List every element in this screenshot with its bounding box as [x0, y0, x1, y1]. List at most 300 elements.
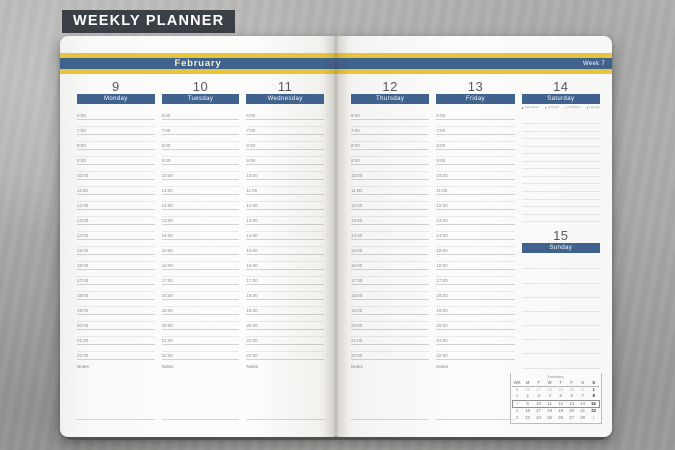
half-hour-line [436, 180, 514, 188]
hour-label: 12:00 [77, 202, 89, 208]
ruled-line [522, 340, 600, 354]
day-column-friday [436, 79, 514, 424]
left-page-columns [60, 74, 336, 420]
moon-phase-icon: ● [521, 106, 524, 110]
hour-label: 16:00 [246, 262, 258, 268]
half-hour-line [246, 300, 324, 308]
hour-label: 10:00 [161, 172, 173, 178]
hour-label: 19:00 [77, 307, 89, 313]
hour-label: 15:00 [246, 247, 258, 253]
hour-label: 20:00 [436, 322, 448, 328]
bottom-line [77, 419, 155, 420]
mini-calendar-week-number: 7 [512, 400, 522, 408]
mini-calendar-day-cell: 29 [558, 386, 564, 392]
ruled-line [522, 124, 600, 132]
hour-line [162, 172, 240, 180]
mini-calendar-day-cell: 6 [570, 393, 573, 399]
hour-line [246, 232, 324, 240]
mini-calendar-header-cell: S [577, 380, 588, 387]
hour-label: 9:00 [436, 157, 446, 163]
hour-label: 10:00 [351, 172, 363, 178]
mini-calendar-day-cell: 10 [533, 400, 544, 408]
mini-calendar-day-cell: 28 [580, 415, 586, 421]
half-hour-line [77, 315, 155, 323]
half-hour-line [77, 165, 155, 173]
hour-label: 15:00 [77, 247, 89, 253]
half-hour-line [162, 255, 240, 263]
half-hour-line [162, 330, 240, 338]
hour-label: 21:00 [436, 337, 448, 343]
month-label: February [174, 58, 222, 69]
hour-line [77, 112, 155, 120]
hour-line [436, 352, 514, 360]
week-band [336, 58, 612, 69]
half-hour-line [77, 240, 155, 248]
hour-label: 13:00 [77, 217, 89, 223]
hour-line [162, 247, 240, 255]
hour-line [162, 112, 240, 120]
hour-line [162, 127, 240, 135]
ruled-line [522, 132, 600, 140]
hour-line [162, 262, 240, 270]
half-hour-line [77, 225, 155, 233]
hour-line [436, 187, 514, 195]
mini-calendar-header-cell: F [566, 380, 577, 387]
mini-calendar-day-cell: 24 [536, 415, 542, 421]
half-hour-line [77, 270, 155, 278]
hour-line [77, 127, 155, 135]
hour-line [436, 127, 514, 135]
notes-label: Notes [436, 363, 449, 369]
half-hour-line [351, 120, 429, 128]
hour-label: 18:00 [436, 292, 448, 298]
half-hour-line [246, 345, 324, 353]
half-hour-line [351, 240, 429, 248]
hour-line [351, 322, 429, 330]
half-hour-line [436, 270, 514, 278]
ruled-line [522, 162, 600, 170]
hour-label: 22:00 [246, 352, 258, 358]
hour-label: 8:00 [351, 142, 360, 148]
hour-line [246, 292, 324, 300]
mini-calendar-day-cell: 19 [558, 408, 564, 414]
mini-calendar-week-number: 9 [515, 415, 519, 421]
hour-label: 8:00 [77, 142, 86, 148]
day-name-band: Tuesday [162, 94, 240, 104]
hour-label: 8:00 [436, 142, 446, 148]
hour-label: 20:00 [246, 322, 258, 328]
time-grid [246, 112, 324, 360]
notes-label: Notes [77, 363, 89, 369]
half-hour-line [77, 300, 155, 308]
ruled-line [522, 177, 600, 185]
half-hour-line [351, 225, 429, 233]
mini-calendar-day-cell: 1 [592, 386, 595, 392]
hour-line [436, 112, 514, 120]
ruled-line [522, 154, 600, 162]
half-hour-line [351, 270, 429, 278]
mini-calendar-day-cell: 22 [591, 408, 597, 414]
hour-label: 16:00 [436, 262, 448, 268]
hour-label: 8:00 [246, 142, 256, 148]
ruled-line [522, 284, 600, 298]
hour-line [351, 157, 429, 165]
hour-line [351, 277, 429, 285]
half-hour-line [351, 165, 429, 173]
hour-line [351, 127, 429, 135]
hour-label: 21:00 [246, 337, 258, 343]
hour-line [351, 187, 429, 195]
mini-calendar-header-cell: T [555, 380, 566, 387]
hour-label: 17:00 [351, 277, 363, 283]
hour-label: 6:00 [351, 112, 360, 118]
moon-phase-legend [522, 106, 600, 111]
half-hour-line [246, 270, 324, 278]
moon-phase-label: Full Moon [567, 105, 581, 110]
hour-line [162, 322, 240, 330]
day-name-band: Thursday [351, 94, 429, 104]
half-hour-line [162, 270, 240, 278]
hour-label: 18:00 [161, 292, 173, 298]
hour-label: 13:00 [351, 217, 363, 223]
moon-phase-icon: ◑ [586, 106, 589, 110]
hour-label: 12:00 [351, 202, 363, 208]
hour-line [436, 322, 514, 330]
day-name-band: Friday [436, 94, 514, 104]
half-hour-line [436, 255, 514, 263]
hour-label: 9:00 [351, 157, 360, 163]
hour-label: 6:00 [436, 112, 446, 118]
hour-line [351, 337, 429, 345]
day-number: 10 [192, 79, 209, 94]
planner-book [60, 36, 612, 437]
half-hour-line [77, 285, 155, 293]
half-hour-line [246, 330, 324, 338]
half-hour-line [351, 135, 429, 143]
mini-calendar-day-cell: 3 [537, 393, 540, 399]
hour-label: 6:00 [77, 112, 86, 118]
mini-calendar-day-cell: 27 [569, 415, 575, 421]
hour-label: 7:00 [436, 127, 446, 133]
mini-calendar-day-cell: 31 [580, 386, 586, 392]
mini-calendar-week-row [512, 400, 599, 408]
moon-phase-label: First Qtr [547, 105, 559, 110]
hour-line [436, 277, 514, 285]
mini-calendar-week-row [512, 386, 599, 393]
mini-calendar-day-cell: 8 [592, 393, 595, 399]
hour-label: 20:00 [77, 322, 89, 328]
half-hour-line [436, 240, 514, 248]
hour-label: 14:00 [161, 232, 173, 238]
mini-calendar-day-cell: 14 [577, 400, 588, 408]
half-hour-line [162, 165, 240, 173]
hour-line [77, 247, 155, 255]
hour-line [162, 292, 240, 300]
hour-label: 22:00 [161, 352, 173, 358]
mini-calendar-day-cell: 20 [569, 408, 575, 414]
mini-calendar-week-number: 6 [515, 393, 519, 399]
hour-label: 13:00 [246, 217, 258, 223]
hour-line [77, 322, 155, 330]
hour-line [77, 307, 155, 315]
hour-label: 11:00 [77, 187, 88, 193]
hour-line [351, 307, 429, 315]
half-hour-line [162, 120, 240, 128]
hour-line [246, 262, 324, 270]
hour-label: 17:00 [436, 277, 448, 283]
day-number: 15 [553, 228, 569, 244]
half-hour-line [436, 135, 514, 143]
hour-label: 15:00 [351, 247, 363, 253]
hour-label: 14:00 [246, 232, 258, 238]
half-hour-line [77, 210, 155, 218]
hour-line [246, 247, 324, 255]
hour-line [351, 112, 429, 120]
half-hour-line [246, 225, 324, 233]
ruled-line [522, 312, 600, 326]
mini-calendar-day-cell: 26 [558, 415, 564, 421]
hour-line [351, 232, 429, 240]
mini-calendar-day-cell: 21 [580, 408, 586, 414]
mini-calendar-day-cell: 13 [566, 400, 577, 408]
hour-label: 20:00 [351, 322, 363, 328]
hour-label: 21:00 [351, 337, 363, 343]
notes-label: Notes [246, 363, 259, 369]
mini-calendar [510, 373, 602, 424]
hour-label: 22:00 [77, 352, 89, 358]
day-name-band: Monday [77, 94, 155, 104]
day-name-band: Sunday [522, 243, 600, 253]
half-hour-line [246, 150, 324, 158]
hour-label: 9:00 [246, 157, 256, 163]
ruled-line [522, 326, 600, 340]
day-number: 13 [467, 79, 484, 94]
hour-label: 19:00 [161, 307, 173, 313]
hour-label: 16:00 [77, 262, 89, 268]
half-hour-line [436, 345, 514, 353]
moon-phase-icon: ◐ [544, 106, 547, 110]
mini-calendar-week-row [512, 408, 599, 415]
mini-calendar-day-cell: 15 [588, 400, 599, 408]
mini-calendar-day-cell: 4 [548, 393, 551, 399]
half-hour-line [351, 345, 429, 353]
half-hour-line [246, 120, 324, 128]
half-hour-line [436, 150, 514, 158]
ruled-line [522, 200, 600, 208]
hour-label: 9:00 [161, 157, 171, 163]
hour-line [77, 352, 155, 360]
mini-calendar-day-cell: 16 [525, 408, 531, 414]
hour-line [162, 217, 240, 225]
right-page-columns [336, 74, 612, 424]
hour-line [162, 232, 240, 240]
hour-line [436, 247, 514, 255]
hour-line [246, 307, 324, 315]
half-hour-line [351, 255, 429, 263]
moon-phase-label: New Moon [524, 105, 540, 110]
hour-line [351, 292, 429, 300]
hour-label: 22:00 [351, 352, 363, 358]
hour-line [246, 202, 324, 210]
saturday-lines [522, 117, 600, 223]
mini-calendar-week-row [512, 415, 599, 422]
hour-line [436, 292, 514, 300]
half-hour-line [246, 195, 324, 203]
half-hour-line [351, 195, 429, 203]
half-hour-line [351, 300, 429, 308]
mini-calendar-day-cell: 26 [525, 386, 531, 392]
day-column-thursday [351, 79, 429, 424]
header-stripe-left [60, 53, 336, 74]
half-hour-line [436, 195, 514, 203]
mini-calendar-table [512, 380, 600, 422]
hour-label: 11:00 [161, 187, 173, 193]
half-hour-line [162, 195, 240, 203]
ruled-line [522, 169, 600, 177]
half-hour-line [162, 285, 240, 293]
hour-line [436, 337, 514, 345]
ruled-line [522, 207, 600, 215]
header-stripe-right [336, 53, 612, 74]
hour-label: 13:00 [436, 217, 448, 223]
hour-label: 10:00 [77, 172, 89, 178]
hour-line [436, 172, 514, 180]
hour-label: 16:00 [351, 262, 363, 268]
mini-calendar-header-cell: S [588, 380, 599, 387]
mini-calendar-title: February [547, 374, 564, 380]
half-hour-line [436, 120, 514, 128]
day-column-monday [77, 79, 155, 420]
hour-label: 7:00 [246, 127, 256, 133]
week-number-label: Week 7 [582, 60, 605, 67]
half-hour-line [77, 180, 155, 188]
half-hour-line [436, 330, 514, 338]
hour-line [436, 232, 514, 240]
notes-label: Notes [351, 363, 363, 369]
mini-calendar-day-cell: 1 [592, 415, 595, 421]
hour-line [436, 202, 514, 210]
half-hour-line [246, 165, 324, 173]
hour-line [436, 262, 514, 270]
hour-line [246, 127, 324, 135]
hour-label: 14:00 [351, 232, 363, 238]
half-hour-line [351, 180, 429, 188]
hour-label: 14:00 [436, 232, 448, 238]
hour-label: 18:00 [246, 292, 258, 298]
half-hour-line [162, 225, 240, 233]
mini-calendar-day-cell: 2 [526, 393, 529, 399]
hour-line [246, 322, 324, 330]
hour-line [351, 247, 429, 255]
hour-line [436, 142, 514, 150]
day-column-wednesday [246, 79, 324, 420]
half-hour-line [162, 345, 240, 353]
hour-line [162, 157, 240, 165]
hour-line [246, 112, 324, 120]
hour-line [77, 172, 155, 180]
hour-line [436, 157, 514, 165]
hour-label: 12:00 [246, 202, 258, 208]
hour-label: 12:00 [436, 202, 448, 208]
mini-calendar-day-cell: 28 [547, 386, 553, 392]
half-hour-line [246, 135, 324, 143]
mini-calendar-week-row [512, 393, 599, 400]
half-hour-line [351, 285, 429, 293]
hour-label: 11:00 [351, 187, 362, 193]
hour-line [162, 142, 240, 150]
hour-label: 17:00 [246, 277, 258, 283]
hour-line [77, 292, 155, 300]
hour-label: 8:00 [161, 142, 171, 148]
moon-legend-item [586, 106, 600, 110]
hour-line [246, 187, 324, 195]
hour-label: 19:00 [436, 307, 448, 313]
hour-label: 11:00 [246, 187, 258, 193]
hour-label: 20:00 [161, 322, 173, 328]
half-hour-line [77, 345, 155, 353]
hour-label: 22:00 [436, 352, 448, 358]
half-hour-line [436, 225, 514, 233]
half-hour-line [162, 150, 240, 158]
hour-line [246, 337, 324, 345]
time-grid [351, 112, 429, 360]
mini-calendar-header-cell: W [544, 380, 555, 387]
hour-label: 21:00 [77, 337, 89, 343]
moon-legend-item [564, 106, 580, 110]
hour-label: 6:00 [161, 112, 171, 118]
hour-label: 10:00 [246, 172, 258, 178]
bottom-line [246, 419, 324, 420]
hour-line [351, 202, 429, 210]
hour-label: 7:00 [161, 127, 171, 133]
half-hour-line [77, 330, 155, 338]
time-grid [77, 112, 155, 360]
moon-legend-item [545, 106, 559, 110]
hour-line [162, 202, 240, 210]
hour-line [351, 142, 429, 150]
mini-calendar-day-cell: 11 [544, 400, 555, 408]
hour-line [351, 217, 429, 225]
moon-phase-label: Last Qtr [589, 105, 600, 110]
mini-calendar-day-cell: 18 [547, 408, 553, 414]
half-hour-line [246, 315, 324, 323]
ruled-line [522, 117, 600, 125]
hour-label: 13:00 [161, 217, 173, 223]
hour-line [77, 142, 155, 150]
time-grid [436, 112, 514, 360]
hour-line [351, 172, 429, 180]
mini-calendar-day-cell: 9 [522, 400, 533, 408]
half-hour-line [77, 255, 155, 263]
half-hour-line [162, 135, 240, 143]
ruled-line [522, 139, 600, 147]
day-number: 9 [111, 79, 120, 94]
page-title: WEEKLY PLANNER [62, 10, 235, 33]
hour-line [77, 157, 155, 165]
bottom-line [436, 419, 514, 420]
mini-calendar-day-cell: 12 [555, 400, 566, 408]
half-hour-line [246, 180, 324, 188]
half-hour-line [351, 210, 429, 218]
ruled-line [522, 298, 600, 312]
hour-label: 18:00 [77, 292, 89, 298]
mini-calendar-day-cell: 25 [547, 415, 553, 421]
half-hour-line [246, 210, 324, 218]
weekend-column [513, 79, 600, 424]
hour-line [351, 262, 429, 270]
half-hour-line [77, 135, 155, 143]
day-number: 11 [277, 79, 293, 94]
